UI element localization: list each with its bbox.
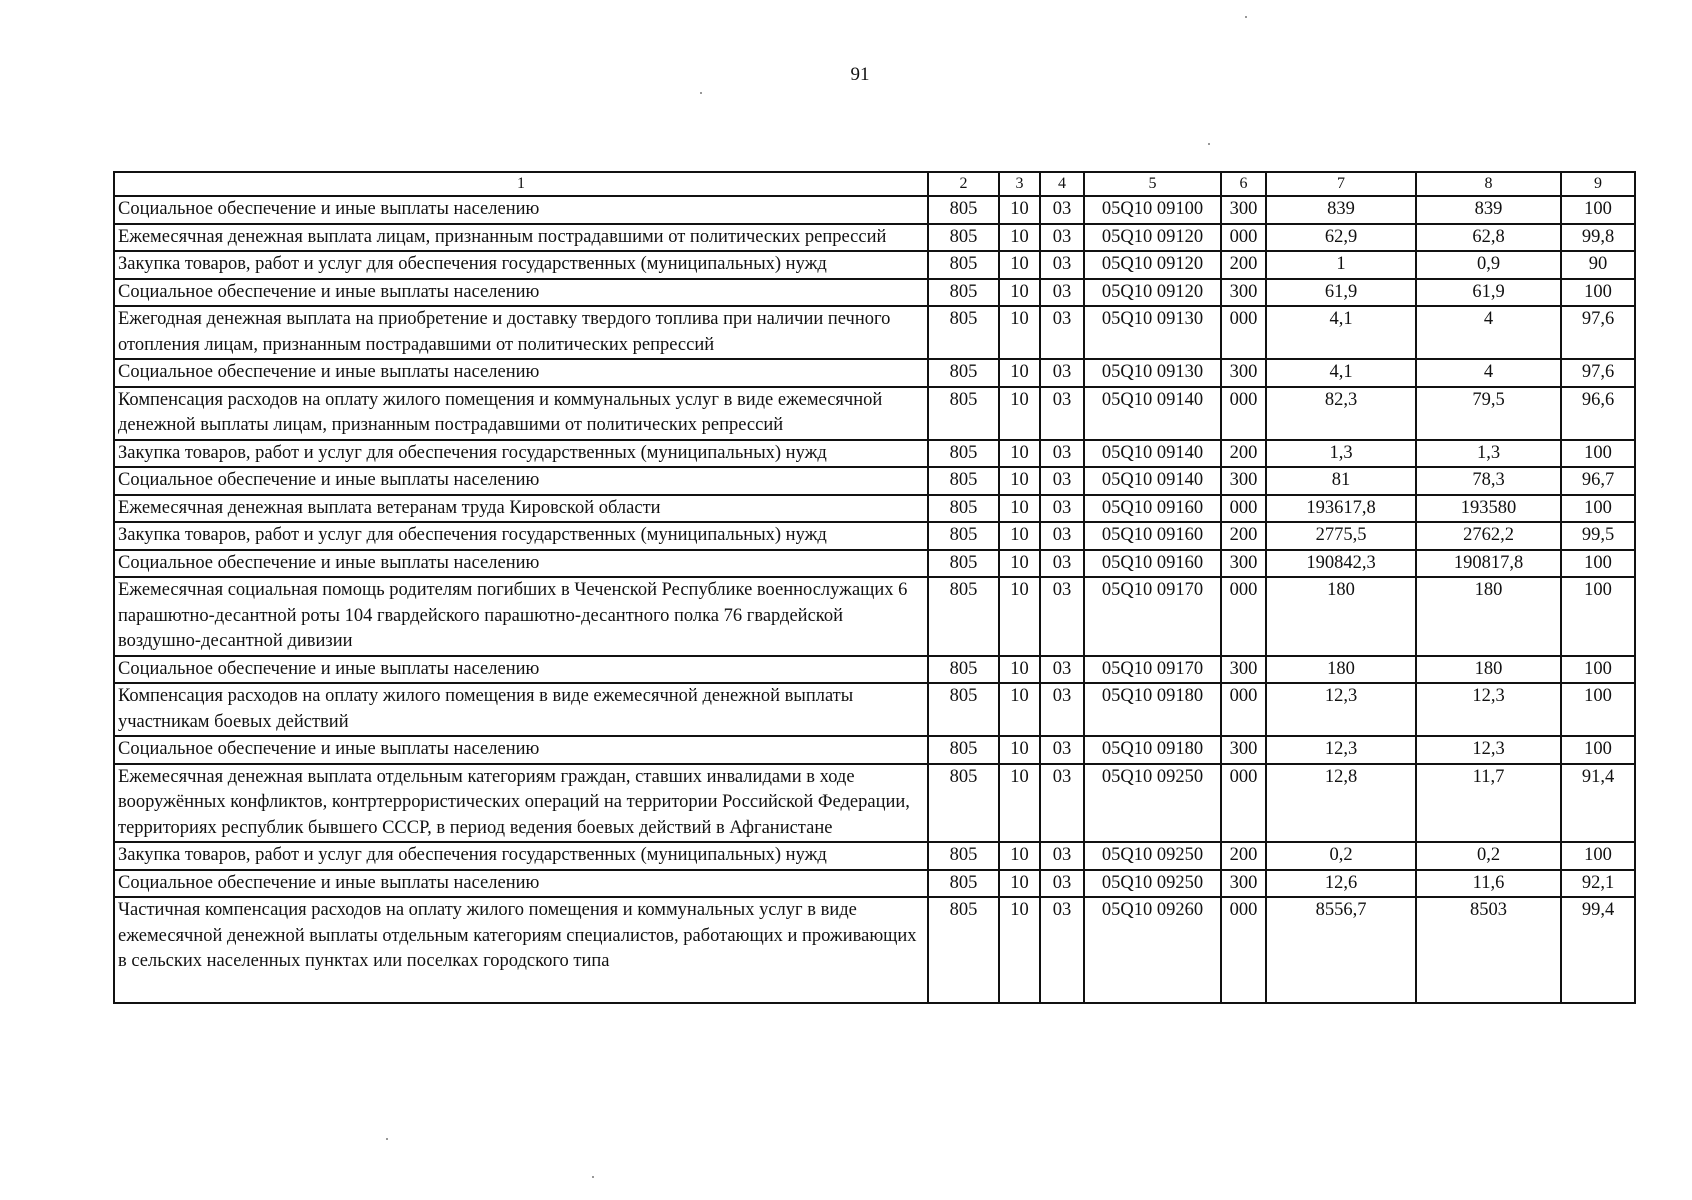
col-8-cell: 0,2	[1416, 842, 1561, 870]
col-7-cell: 190842,3	[1266, 550, 1416, 578]
col-5-cell: 05Q10 09260	[1084, 897, 1221, 1003]
col-9-cell: 100	[1561, 683, 1635, 736]
col-2-cell: 805	[928, 522, 999, 550]
col-2-cell: 805	[928, 683, 999, 736]
column-header-4: 4	[1040, 172, 1084, 196]
col-4-cell: 03	[1040, 440, 1084, 468]
row-name-cell: Ежемесячная социальная помощь родителям погибших в Чеченской Республике военнослужащих 6 парашютно-десантной роты 104 гвардейского парашютно-десантного полка 76 гвардейской воздушно-десантной дивизии	[114, 577, 928, 656]
scan-speck	[592, 1176, 594, 1178]
col-6-cell: 300	[1221, 467, 1266, 495]
page-number: 91	[850, 64, 870, 85]
col-8-cell: 12,3	[1416, 736, 1561, 764]
scan-speck	[1208, 143, 1210, 145]
column-header-2: 2	[928, 172, 999, 196]
table-row	[114, 306, 1635, 359]
col-5-cell: 05Q10 09100	[1084, 196, 1221, 224]
col-4-cell: 03	[1040, 306, 1084, 359]
col-8-cell: 839	[1416, 196, 1561, 224]
col-6-cell: 300	[1221, 196, 1266, 224]
row-name-cell: Закупка товаров, работ и услуг для обеспечения государственных (муниципальных) нужд	[114, 251, 928, 279]
column-header-6: 6	[1221, 172, 1266, 196]
col-3-cell: 10	[999, 764, 1040, 843]
col-3-cell: 10	[999, 550, 1040, 578]
col-7-cell: 0,2	[1266, 842, 1416, 870]
header-row	[114, 172, 1635, 196]
col-4-cell: 03	[1040, 764, 1084, 843]
column-header-8: 8	[1416, 172, 1561, 196]
col-9-cell: 100	[1561, 550, 1635, 578]
col-2-cell: 805	[928, 359, 999, 387]
col-7-cell: 8556,7	[1266, 897, 1416, 1003]
col-5-cell: 05Q10 09250	[1084, 870, 1221, 898]
col-3-cell: 10	[999, 870, 1040, 898]
col-9-cell: 100	[1561, 196, 1635, 224]
col-9-cell: 100	[1561, 440, 1635, 468]
col-8-cell: 4	[1416, 306, 1561, 359]
col-5-cell: 05Q10 09160	[1084, 495, 1221, 523]
col-3-cell: 10	[999, 897, 1040, 1003]
col-6-cell: 000	[1221, 577, 1266, 656]
col-5-cell: 05Q10 09120	[1084, 279, 1221, 307]
col-3-cell: 10	[999, 656, 1040, 684]
col-8-cell: 62,8	[1416, 224, 1561, 252]
scan-speck	[1245, 16, 1247, 18]
col-7-cell: 82,3	[1266, 387, 1416, 440]
table-row	[114, 656, 1635, 684]
col-6-cell: 200	[1221, 251, 1266, 279]
col-2-cell: 805	[928, 387, 999, 440]
col-2-cell: 805	[928, 656, 999, 684]
table-body	[114, 196, 1635, 1003]
col-7-cell: 2775,5	[1266, 522, 1416, 550]
col-4-cell: 03	[1040, 251, 1084, 279]
col-4-cell: 03	[1040, 359, 1084, 387]
col-8-cell: 61,9	[1416, 279, 1561, 307]
column-header-7: 7	[1266, 172, 1416, 196]
col-2-cell: 805	[928, 870, 999, 898]
scan-speck	[700, 92, 702, 94]
col-4-cell: 03	[1040, 467, 1084, 495]
row-name-cell: Социальное обеспечение и иные выплаты населению	[114, 736, 928, 764]
col-8-cell: 11,7	[1416, 764, 1561, 843]
col-6-cell: 300	[1221, 736, 1266, 764]
col-8-cell: 78,3	[1416, 467, 1561, 495]
col-5-cell: 05Q10 09160	[1084, 550, 1221, 578]
col-6-cell: 000	[1221, 683, 1266, 736]
col-5-cell: 05Q10 09120	[1084, 251, 1221, 279]
col-2-cell: 805	[928, 306, 999, 359]
col-7-cell: 12,3	[1266, 736, 1416, 764]
col-9-cell: 99,4	[1561, 897, 1635, 1003]
table-row	[114, 495, 1635, 523]
row-name-cell: Компенсация расходов на оплату жилого помещения в виде ежемесячной денежной выплаты участникам боевых действий	[114, 683, 928, 736]
col-6-cell: 300	[1221, 279, 1266, 307]
col-3-cell: 10	[999, 683, 1040, 736]
col-9-cell: 90	[1561, 251, 1635, 279]
table-row	[114, 522, 1635, 550]
col-4-cell: 03	[1040, 842, 1084, 870]
col-4-cell: 03	[1040, 683, 1084, 736]
column-header-1: 1	[114, 172, 928, 196]
col-9-cell: 100	[1561, 495, 1635, 523]
col-3-cell: 10	[999, 522, 1040, 550]
col-2-cell: 805	[928, 897, 999, 1003]
row-name-cell: Социальное обеспечение и иные выплаты населению	[114, 196, 928, 224]
col-4-cell: 03	[1040, 736, 1084, 764]
row-name-cell: Закупка товаров, работ и услуг для обеспечения государственных (муниципальных) нужд	[114, 522, 928, 550]
table-header	[114, 172, 1635, 196]
col-9-cell: 100	[1561, 736, 1635, 764]
table-row	[114, 897, 1635, 1003]
col-6-cell: 000	[1221, 306, 1266, 359]
col-4-cell: 03	[1040, 522, 1084, 550]
col-6-cell: 000	[1221, 897, 1266, 1003]
col-6-cell: 000	[1221, 764, 1266, 843]
table-row	[114, 224, 1635, 252]
col-9-cell: 100	[1561, 656, 1635, 684]
col-4-cell: 03	[1040, 387, 1084, 440]
col-4-cell: 03	[1040, 550, 1084, 578]
col-5-cell: 05Q10 09180	[1084, 736, 1221, 764]
col-3-cell: 10	[999, 196, 1040, 224]
col-4-cell: 03	[1040, 495, 1084, 523]
col-7-cell: 839	[1266, 196, 1416, 224]
col-8-cell: 190817,8	[1416, 550, 1561, 578]
col-8-cell: 2762,2	[1416, 522, 1561, 550]
col-7-cell: 12,8	[1266, 764, 1416, 843]
table-row	[114, 550, 1635, 578]
col-9-cell: 100	[1561, 279, 1635, 307]
col-7-cell: 81	[1266, 467, 1416, 495]
row-name-cell: Социальное обеспечение и иные выплаты населению	[114, 656, 928, 684]
col-7-cell: 1	[1266, 251, 1416, 279]
col-5-cell: 05Q10 09120	[1084, 224, 1221, 252]
col-3-cell: 10	[999, 440, 1040, 468]
row-name-cell: Социальное обеспечение и иные выплаты населению	[114, 550, 928, 578]
table-row	[114, 387, 1635, 440]
col-4-cell: 03	[1040, 870, 1084, 898]
col-4-cell: 03	[1040, 897, 1084, 1003]
col-6-cell: 000	[1221, 495, 1266, 523]
row-name-cell: Закупка товаров, работ и услуг для обеспечения государственных (муниципальных) нужд	[114, 440, 928, 468]
col-9-cell: 92,1	[1561, 870, 1635, 898]
col-2-cell: 805	[928, 279, 999, 307]
col-3-cell: 10	[999, 387, 1040, 440]
row-name-cell: Компенсация расходов на оплату жилого помещения и коммунальных услуг в виде ежемесячной денежной выплаты лицам, признанным пострадавшими от политических репрессий	[114, 387, 928, 440]
col-2-cell: 805	[928, 550, 999, 578]
col-9-cell: 97,6	[1561, 359, 1635, 387]
col-5-cell: 05Q10 09130	[1084, 306, 1221, 359]
col-2-cell: 805	[928, 842, 999, 870]
col-2-cell: 805	[928, 440, 999, 468]
table-row	[114, 736, 1635, 764]
col-9-cell: 99,8	[1561, 224, 1635, 252]
col-6-cell: 300	[1221, 870, 1266, 898]
col-8-cell: 12,3	[1416, 683, 1561, 736]
row-name-cell: Ежегодная денежная выплата на приобретение и доставку твердого топлива при наличии печного отопления лицам, признанным пострадавшими от политических репрессий	[114, 306, 928, 359]
col-5-cell: 05Q10 09170	[1084, 656, 1221, 684]
col-6-cell: 200	[1221, 842, 1266, 870]
col-7-cell: 4,1	[1266, 306, 1416, 359]
row-name-cell: Социальное обеспечение и иные выплаты населению	[114, 467, 928, 495]
col-9-cell: 99,5	[1561, 522, 1635, 550]
col-9-cell: 100	[1561, 842, 1635, 870]
col-4-cell: 03	[1040, 224, 1084, 252]
col-3-cell: 10	[999, 224, 1040, 252]
col-7-cell: 180	[1266, 577, 1416, 656]
col-9-cell: 91,4	[1561, 764, 1635, 843]
col-2-cell: 805	[928, 251, 999, 279]
table-row	[114, 870, 1635, 898]
table-row	[114, 577, 1635, 656]
table-row	[114, 251, 1635, 279]
col-6-cell: 000	[1221, 387, 1266, 440]
col-8-cell: 0,9	[1416, 251, 1561, 279]
row-name-cell: Ежемесячная денежная выплата отдельным категориям граждан, ставших инвалидами в ходе вооружённых конфликтов, контртеррористических операций на территории Российской Федерации, территориях республик бывшего СССР, в период ведения боевых действий в Афганистане	[114, 764, 928, 843]
row-name-cell: Социальное обеспечение и иные выплаты населению	[114, 870, 928, 898]
col-7-cell: 12,6	[1266, 870, 1416, 898]
col-7-cell: 62,9	[1266, 224, 1416, 252]
table-row	[114, 359, 1635, 387]
col-4-cell: 03	[1040, 279, 1084, 307]
table-row	[114, 842, 1635, 870]
table-row	[114, 279, 1635, 307]
col-3-cell: 10	[999, 251, 1040, 279]
col-5-cell: 05Q10 09130	[1084, 359, 1221, 387]
col-2-cell: 805	[928, 467, 999, 495]
col-5-cell: 05Q10 09170	[1084, 577, 1221, 656]
col-6-cell: 200	[1221, 522, 1266, 550]
col-9-cell: 100	[1561, 577, 1635, 656]
col-7-cell: 12,3	[1266, 683, 1416, 736]
col-8-cell: 8503	[1416, 897, 1561, 1003]
col-6-cell: 300	[1221, 550, 1266, 578]
col-6-cell: 200	[1221, 440, 1266, 468]
col-8-cell: 1,3	[1416, 440, 1561, 468]
col-3-cell: 10	[999, 359, 1040, 387]
col-3-cell: 10	[999, 467, 1040, 495]
table-row	[114, 196, 1635, 224]
col-3-cell: 10	[999, 495, 1040, 523]
col-7-cell: 61,9	[1266, 279, 1416, 307]
col-3-cell: 10	[999, 842, 1040, 870]
col-5-cell: 05Q10 09160	[1084, 522, 1221, 550]
scan-speck	[386, 1138, 388, 1140]
col-9-cell: 96,7	[1561, 467, 1635, 495]
column-header-5: 5	[1084, 172, 1221, 196]
row-name-cell: Частичная компенсация расходов на оплату жилого помещения и коммунальных услуг в виде ежемесячной денежной выплаты отдельным категориям специалистов, работающих и проживающих в сельских населенных пунктах или поселках городского типа	[114, 897, 928, 1003]
col-4-cell: 03	[1040, 656, 1084, 684]
column-header-3: 3	[999, 172, 1040, 196]
col-2-cell: 805	[928, 495, 999, 523]
row-name-cell: Социальное обеспечение и иные выплаты населению	[114, 279, 928, 307]
col-8-cell: 4	[1416, 359, 1561, 387]
col-5-cell: 05Q10 09140	[1084, 467, 1221, 495]
table-row	[114, 467, 1635, 495]
row-name-cell: Ежемесячная денежная выплата лицам, признанным пострадавшими от политических репрессий	[114, 224, 928, 252]
table-row	[114, 764, 1635, 843]
row-name-cell: Ежемесячная денежная выплата ветеранам труда Кировской области	[114, 495, 928, 523]
col-8-cell: 79,5	[1416, 387, 1561, 440]
table-row	[114, 683, 1635, 736]
budget-table	[113, 171, 1636, 1004]
col-9-cell: 97,6	[1561, 306, 1635, 359]
col-5-cell: 05Q10 09140	[1084, 387, 1221, 440]
col-9-cell: 96,6	[1561, 387, 1635, 440]
col-6-cell: 000	[1221, 224, 1266, 252]
col-5-cell: 05Q10 09180	[1084, 683, 1221, 736]
col-7-cell: 193617,8	[1266, 495, 1416, 523]
col-7-cell: 4,1	[1266, 359, 1416, 387]
col-6-cell: 300	[1221, 656, 1266, 684]
col-5-cell: 05Q10 09250	[1084, 764, 1221, 843]
col-3-cell: 10	[999, 577, 1040, 656]
col-2-cell: 805	[928, 196, 999, 224]
col-2-cell: 805	[928, 764, 999, 843]
col-2-cell: 805	[928, 577, 999, 656]
column-header-9: 9	[1561, 172, 1635, 196]
row-name-cell: Закупка товаров, работ и услуг для обеспечения государственных (муниципальных) нужд	[114, 842, 928, 870]
col-8-cell: 180	[1416, 656, 1561, 684]
col-4-cell: 03	[1040, 577, 1084, 656]
col-4-cell: 03	[1040, 196, 1084, 224]
row-name-cell: Социальное обеспечение и иные выплаты населению	[114, 359, 928, 387]
col-3-cell: 10	[999, 306, 1040, 359]
col-5-cell: 05Q10 09250	[1084, 842, 1221, 870]
col-6-cell: 300	[1221, 359, 1266, 387]
col-8-cell: 193580	[1416, 495, 1561, 523]
col-8-cell: 11,6	[1416, 870, 1561, 898]
table-row	[114, 440, 1635, 468]
col-2-cell: 805	[928, 736, 999, 764]
col-2-cell: 805	[928, 224, 999, 252]
col-3-cell: 10	[999, 736, 1040, 764]
col-7-cell: 180	[1266, 656, 1416, 684]
col-7-cell: 1,3	[1266, 440, 1416, 468]
col-3-cell: 10	[999, 279, 1040, 307]
col-8-cell: 180	[1416, 577, 1561, 656]
col-5-cell: 05Q10 09140	[1084, 440, 1221, 468]
